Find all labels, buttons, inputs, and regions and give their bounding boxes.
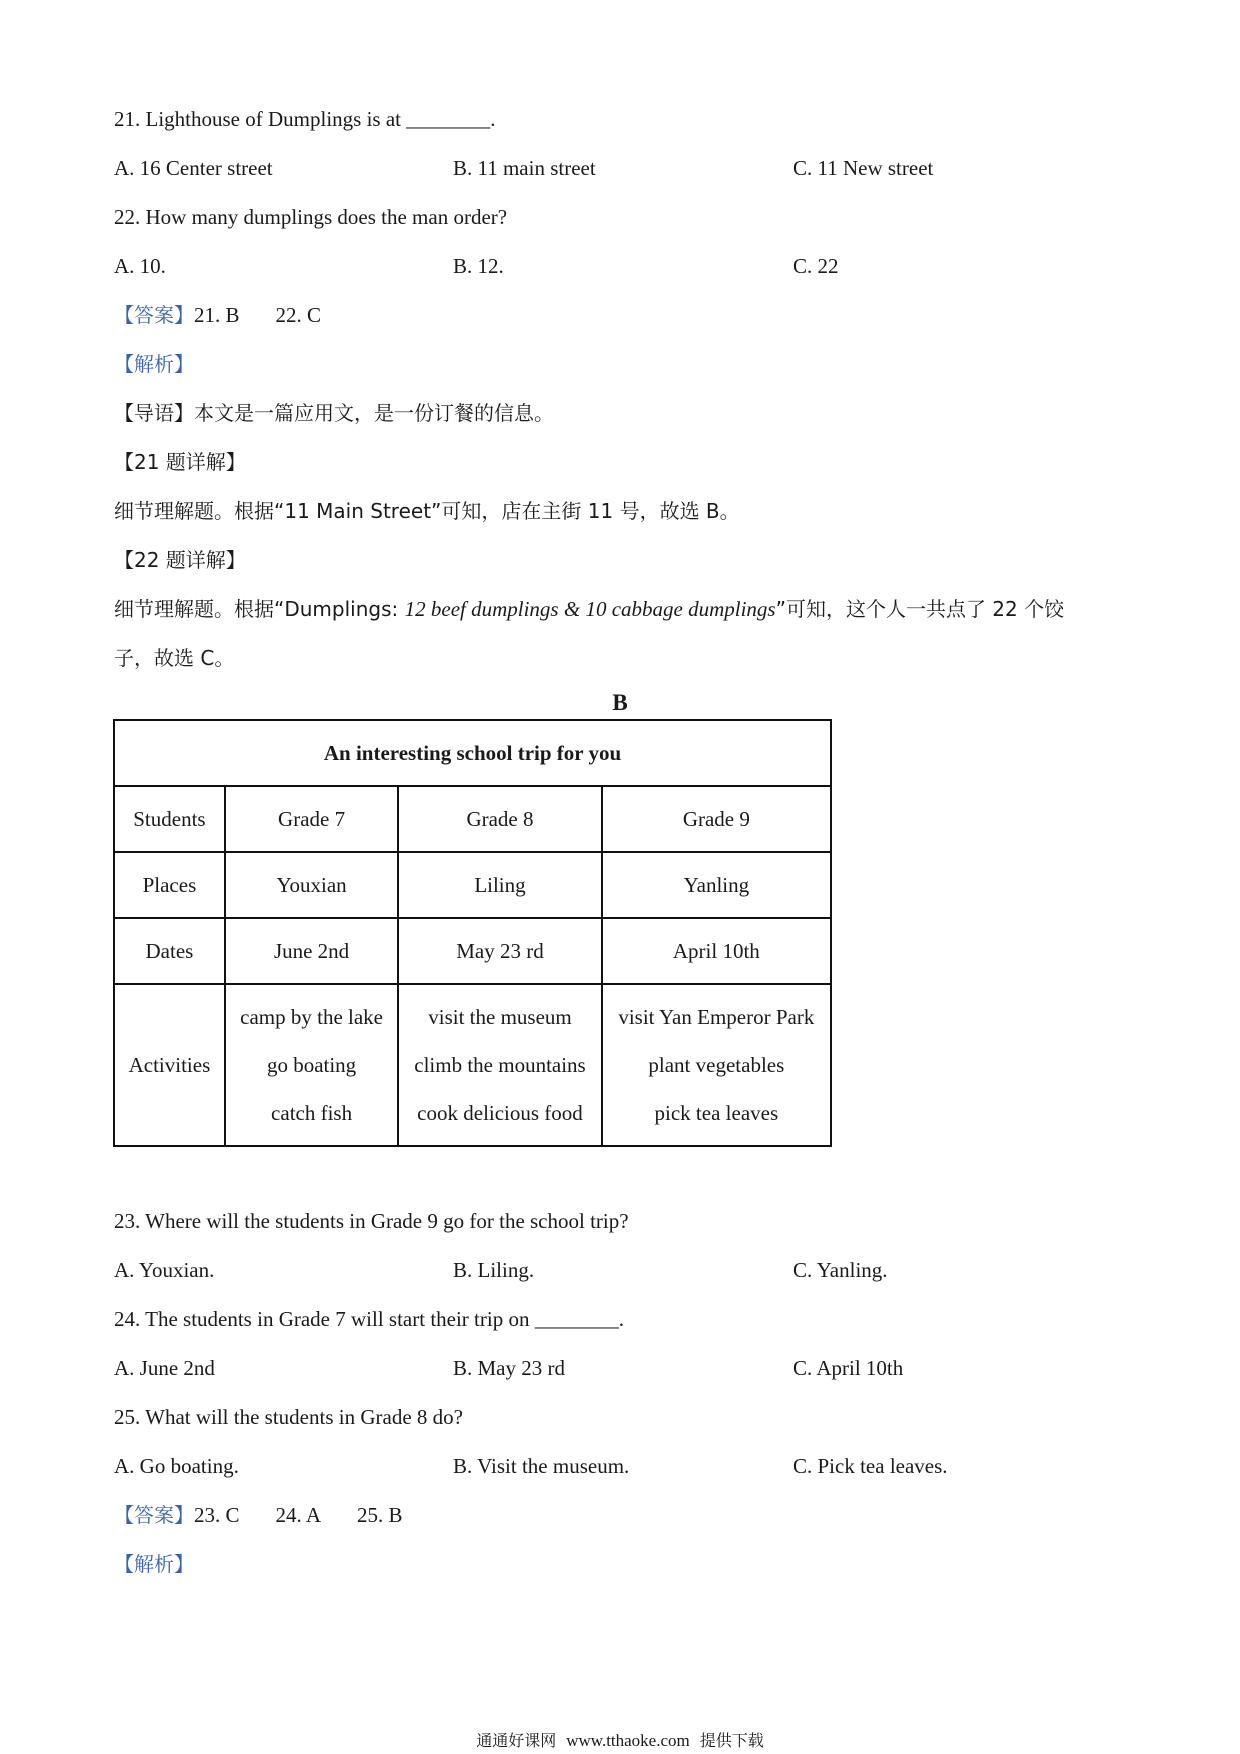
q22-option-a: A. 10.	[114, 254, 166, 278]
q21-option-b: B. 11 main street	[453, 156, 596, 180]
detail-22-text-line2: 子，故选 C。	[114, 646, 235, 670]
table-cell: Yanling	[602, 852, 831, 918]
q24-stem: 24. The students in Grade 7 will start their trip on ________.	[114, 1307, 624, 1331]
activity-item: climb the mountains	[414, 1053, 586, 1077]
q24-option-c: C. April 10th	[793, 1356, 904, 1380]
table-cell: Grade 8	[398, 786, 601, 852]
footer-url[interactable]: www.tthaoke.com	[566, 1731, 690, 1750]
table-title: An interesting school trip for you	[114, 720, 831, 786]
row-label: Dates	[114, 918, 225, 984]
activity-item: visit Yan Emperor Park	[618, 1005, 815, 1029]
answer-tag: 【答案】	[114, 303, 194, 327]
detail-22-heading: 【22 题详解】	[114, 548, 246, 572]
table-row-places	[114, 852, 831, 918]
table-row-activities	[114, 984, 831, 1146]
intro-text: 【导语】本文是一篇应用文，是一份订餐的信息。	[114, 401, 554, 425]
detail-21-text: 细节理解题。根据“11 Main Street”可知，店在主街 11 号，故选 B。	[114, 499, 740, 523]
activity-item: visit the museum	[428, 1005, 572, 1029]
q23-option-a: A. Youxian.	[114, 1258, 215, 1282]
q21-stem: 21. Lighthouse of Dumplings is at ________.	[114, 107, 496, 131]
detail-22-text-pre: 细节理解题。根据“Dumplings:	[114, 597, 405, 621]
table-row-students	[114, 786, 831, 852]
q21-option-c: C. 11 New street	[793, 156, 934, 180]
answer-tag: 【答案】	[114, 1503, 194, 1527]
q22-option-c: C. 22	[793, 254, 839, 278]
answer-line-1	[114, 300, 321, 330]
answer-line-2	[114, 1500, 403, 1530]
section-b-heading: B	[612, 690, 628, 715]
activities-grade-8	[398, 984, 601, 1146]
table-cell: Grade 9	[602, 786, 831, 852]
activity-item: plant vegetables	[648, 1053, 785, 1077]
activities-grade-9	[602, 984, 831, 1146]
activity-item: cook delicious food	[417, 1101, 583, 1125]
detail-21-heading: 【21 题详解】	[114, 450, 246, 474]
table-row-dates	[114, 918, 831, 984]
q21-option-a: A. 16 Center street	[114, 156, 273, 180]
footer-download-text: 提供下载	[699, 1731, 764, 1750]
table-cell: Youxian	[225, 852, 398, 918]
table-cell: Grade 7	[225, 786, 398, 852]
answer-25: 25. B	[357, 1503, 403, 1527]
answer-21: 21. B	[194, 303, 240, 327]
analysis-tag: 【解析】	[114, 352, 194, 376]
q25-option-a: A. Go boating.	[114, 1454, 239, 1478]
activity-item: pick tea leaves	[654, 1101, 779, 1125]
q25-option-c: C. Pick tea leaves.	[793, 1454, 948, 1478]
row-label: Places	[114, 852, 225, 918]
detail-22-text-post: ”可知，这个人一共点了 22 个饺	[775, 597, 1065, 621]
table-cell: Liling	[398, 852, 601, 918]
q23-option-c: C. Yanling.	[793, 1258, 888, 1282]
row-label: Students	[114, 786, 225, 852]
table-cell: May 23 rd	[398, 918, 601, 984]
detail-22-text	[114, 594, 1064, 624]
q24-option-b: B. May 23 rd	[453, 1356, 565, 1380]
q23-stem: 23. Where will the students in Grade 9 go for the school trip?	[114, 1209, 629, 1233]
q24-option-a: A. June 2nd	[114, 1356, 215, 1380]
table-cell: June 2nd	[225, 918, 398, 984]
activity-item: go boating	[266, 1053, 357, 1077]
activity-item: catch fish	[271, 1101, 353, 1125]
q25-option-b: B. Visit the museum.	[453, 1454, 630, 1478]
activities-grade-7	[225, 984, 398, 1146]
q22-option-b: B. 12.	[453, 254, 504, 278]
page-footer	[0, 1731, 1240, 1751]
q22-stem: 22. How many dumplings does the man order?	[114, 205, 508, 229]
answer-24: 24. A	[275, 1503, 322, 1527]
analysis-tag-2: 【解析】	[114, 1552, 194, 1576]
footer-site-name: 通通好课网	[476, 1731, 557, 1750]
row-label: Activities	[114, 984, 225, 1146]
q23-option-b: B. Liling.	[453, 1258, 535, 1282]
detail-22-quote: 12 beef dumplings & 10 cabbage dumplings	[404, 597, 776, 621]
answer-22: 22. C	[275, 303, 322, 327]
table-cell: April 10th	[602, 918, 831, 984]
activity-item: camp by the lake	[240, 1005, 383, 1029]
q25-stem: 25. What will the students in Grade 8 do?	[114, 1405, 463, 1429]
school-trip-table	[113, 719, 832, 1147]
answer-23: 23. C	[194, 1503, 240, 1527]
